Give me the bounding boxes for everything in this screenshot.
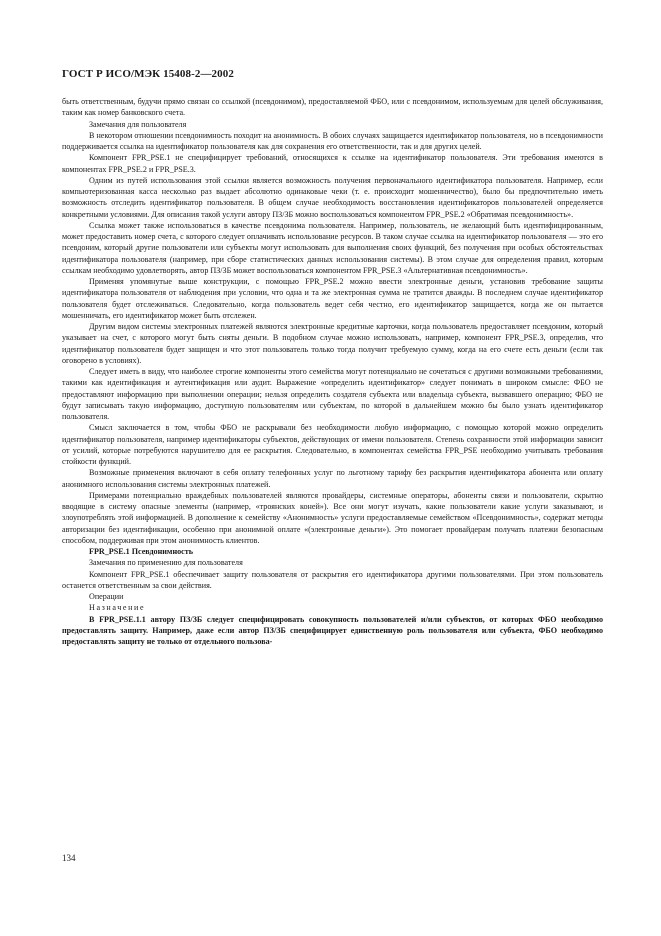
paragraph: Компонент FPR_PSE.1 обеспечивает защиту пользователя от раскрытия его идентификатора другими пользователями. При этом пользователь останется ответственным за свои действия.: [62, 569, 603, 590]
paragraph: Смысл заключается в том, чтобы ФБО не раскрывали без необходимости любую информацию, с помощью которой можно определить идентификатор пользователя, например идентификаторы субъектов, действующих от имени пользователя. Степень сохранности этой информации зависит от усилий, которые потребуются нарушителю для ее раскрытия. Следовательно, в компонентах семейства FPR_PSE необходимо учитывать требования стойкости функций.: [62, 423, 603, 466]
paragraph: Примерами потенциально враждебных пользователей являются провайдеры, системные операторы, абоненты связи и пользователи, скрытно вводящие в систему опасные элементы (например, «троянских коней»). Все они могут изучать, какие пользователи какие услуги заказывают, и злоупотреблять этой информацией. В дополнение к семейству «Анонимность» услуги предоставляемые семейством «Псевдонимность», содержат методы авторизации без идентификации, особенно при анонимной оплате «(электронные деньги»). Это помогает провайдерам получать платежи безопасным способом, поддерживая при этом анонимность клиентов.: [62, 490, 603, 545]
paragraph: быть ответственным, будучи прямо связан со ссылкой (псевдонимом), предоставляемой ФБО, или с псевдонимом, используемым для целей обслуживания, таким как номер банковского счета.: [62, 97, 603, 118]
paragraph: В некотором отношении псевдонимность походит на анонимность. В обоих случаях защищается идентификатор пользователя, но в псевдонимности поддерживается ссылка на идентификатор пользователя как для сохранения его ответственности, так и для других целей.: [62, 130, 603, 151]
paragraph: Замечания по применению для пользователя: [89, 558, 243, 568]
spaced-heading: Назначение: [89, 603, 146, 613]
section-heading: FPR_PSE.1 Псевдонимность: [89, 547, 194, 556]
paragraph: Ссылка может также использоваться в качестве псевдонима пользователя. Например, пользователь, не желающий быть идентифицированным, может предоставить номер счета, с которого следует оплачивать использование ресурсов. В таком случае ссылка на идентификатор пользователя — это его псевдоним, который другие пользователи или субъекты могут использовать для выполнения своих функций, без получения при особых обстоятельствах идентификатора пользователя (например, при сборе статистических данных использования системы). В этом случае для определения правил, которым ссылкам необходимо удовлетворять, автор ПЗ/ЗБ может воспользоваться компонентом FPR_PSE.3 «Альтернативная псевдонимность».: [62, 220, 603, 275]
paragraph: Применяя упомянутые выше конструкции, с помощью FPR_PSE.2 можно ввести электронные деньги, установив требование защиты идентификатора пользователя от наблюдения при условии, что одна и та же электронная сумма не тратится дважды. В последнем случае идентификатор пользователя будет отслеживаться. Следовательно, когда пользователь ведет себя честно, его идентификатор защищается, когда же он пытается мошенничать, его идентификатор может быть отслежен.: [62, 277, 603, 320]
paragraph: Операции: [89, 592, 124, 601]
paragraph: Возможные применения включают в себя оплату телефонных услуг по льготному тарифу без раскрытия идентификатора абонента или оплату анонимного использования системы электронных платежей.: [62, 468, 603, 489]
page-number: 134: [62, 853, 76, 863]
bold-paragraph: В FPR_PSE.1.1 автору ПЗ/ЗБ следует специфицировать совокупность пользователей и/или субъектов, от которых ФБО необходимо предоставлять защиту. Например, даже если автор ПЗ/ЗБ специфицирует единственную роль пользователя или субъекта, ФБО необходимо предоставлять защиту не только от отдельного пользова-: [62, 614, 603, 646]
paragraph: Одним из путей использования этой ссылки является возможность получения первоначального идентификатора пользователя. Например, если компьютеризованная касса несколько раз выдает абсолютно одинаковые чеки (т. е. происходит мошенничество), было бы предпочтительно иметь возможность отследить идентификатор пользователя. В общем случае необходимость восстановления идентификаторов пользователей определяется конкретными условиями. Для описания такой услуги автору ПЗ/ЗБ можно воспользоваться компонентом FPR_PSE.2 «Обратимая псевдонимность».: [62, 175, 603, 219]
paragraph: Другим видом системы электронных платежей являются электронные кредитные карточки, когда пользователь предоставляет псевдоним, который указывает на счет, с которого могут быть сняты деньги. В подобном случае можно использовать, например, компонент FPR_PSE.3, определив, что идентификатор пользователя будет защищен и что этот пользователь только тогда получит требуемую сумму, когда на его счете есть деньги (если так оговорено в условиях).: [62, 322, 603, 365]
paragraph: Замечания для пользователя: [89, 119, 187, 129]
page-header: ГОСТ Р ИСО/МЭК 15408-2—2002: [62, 68, 234, 80]
body-text: [62, 96, 603, 647]
paragraph: Компонент FPR_PSE.1 не специфицирует требований, относящихся к ссылке на идентификатор пользователя. Эти требования имеются в компонентах FPR_PSE.2 и FPR_PSE.3.: [62, 153, 603, 174]
paragraph: Следует иметь в виду, что наиболее строгие компоненты этого семейства могут потенциально не сочетаться с другими возможными требованиями, такими как идентификация и аутентификация или аудит. Выражение «определить идентификатор» следует понимать в широком смысле: ФБО не предоставляют информацию при выполнении операции; нельзя определить создателя субъекта или владельца субъекта, вызвавшего операцию; ФБО не будут записывать такую информацию, доступную пользователям или субъектам, по которой в дальнейшем можно бы было узнать идентификатор пользователя.: [62, 367, 603, 421]
